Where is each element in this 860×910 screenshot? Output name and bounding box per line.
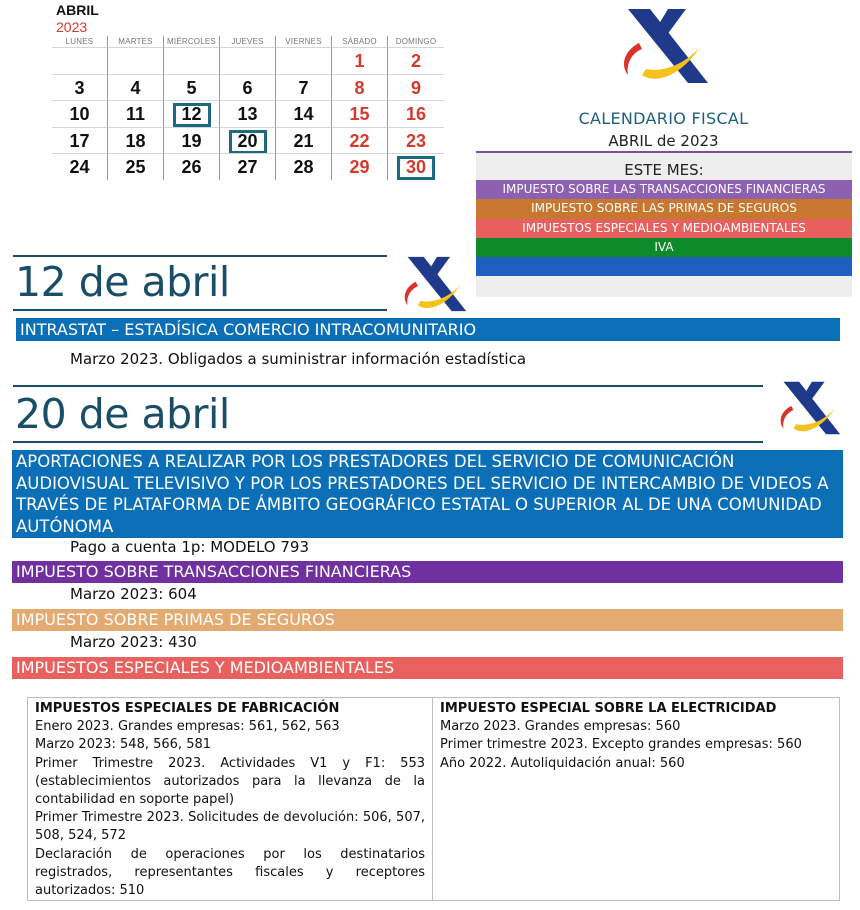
calendar-day-number: 9 <box>410 77 421 98</box>
calendar-day <box>164 127 220 154</box>
day-12-title: 12 de abril <box>15 258 230 306</box>
calendar-day <box>276 47 332 74</box>
divider <box>13 441 763 443</box>
calendar-day-number: 12 <box>173 103 211 127</box>
weekday-label: JUEVES <box>220 36 276 47</box>
especiales-table <box>27 697 840 901</box>
calendar-year: 2023 <box>56 19 88 35</box>
calendar-day-number: 4 <box>130 77 141 98</box>
calendar-day-number: 2 <box>410 51 421 71</box>
fabricacion-line: Primer Trimestre 2023. Solicitudes de devolución: 506, 507, 508, 524, 572 <box>35 810 425 844</box>
calendar-weeks <box>52 47 442 180</box>
aportaciones-detail: Pago a cuenta 1p: MODELO 793 <box>70 538 310 556</box>
legend-item: IMPUESTO SOBRE LAS PRIMAS DE SEGUROS <box>476 199 852 218</box>
calendar-day-number: 22 <box>349 130 370 151</box>
calendar-day-number: 26 <box>181 157 202 177</box>
calendar-day-number: 16 <box>405 104 427 124</box>
calendar-day-number: 23 <box>405 130 427 151</box>
calendar-day <box>388 74 444 101</box>
calendar-day-number: 25 <box>125 157 146 177</box>
agency-logo-icon <box>398 254 470 314</box>
calendar <box>52 2 442 180</box>
calendar-day-number: 18 <box>125 130 146 151</box>
primas-bar: IMPUESTO SOBRE PRIMAS DE SEGUROS <box>12 609 843 631</box>
calendar-day <box>220 153 276 180</box>
calendar-day <box>52 127 108 154</box>
calendar-day <box>332 153 388 180</box>
electricidad-column <box>433 698 839 900</box>
calendar-day-number: 19 <box>181 130 202 151</box>
calendar-day-number: 17 <box>69 130 90 151</box>
divider <box>13 309 387 311</box>
calendar-day-number: 30 <box>397 156 435 180</box>
calendar-day-number: 15 <box>349 104 370 124</box>
calendar-week-row <box>52 153 442 180</box>
calendar-day <box>276 127 332 154</box>
divider <box>13 385 763 387</box>
especiales-bar: IMPUESTOS ESPECIALES Y MEDIOAMBIENTALES <box>12 657 843 679</box>
intrastat-detail: Marzo 2023. Obligados a suministrar información estadística <box>70 350 527 368</box>
legend-list <box>476 180 852 276</box>
calendar-day <box>108 74 164 101</box>
calendar-day <box>164 100 220 127</box>
fiscal-calendar-subtitle: ABRIL de 2023 <box>608 132 719 150</box>
calendar-week-row <box>52 74 442 101</box>
weekday-label: SÁBADO <box>332 36 388 47</box>
calendar-day-number: 3 <box>74 77 85 98</box>
legend-heading: ESTE MES: <box>624 161 704 179</box>
calendar-day-number: 21 <box>293 130 314 151</box>
calendar-day-number: 14 <box>293 104 314 124</box>
calendar-day-number: 5 <box>186 77 197 98</box>
weekday-label: MARTES <box>108 36 164 47</box>
calendar-day-number: 11 <box>125 104 146 124</box>
legend-item: IVA <box>476 238 852 257</box>
calendar-weekday-row <box>52 36 442 47</box>
day-20-title: 20 de abril <box>15 390 230 438</box>
calendar-day <box>108 127 164 154</box>
calendar-day <box>164 74 220 101</box>
legend-item <box>476 257 852 276</box>
electricidad-line: Marzo 2023. Grandes empresas: 560 <box>440 719 681 735</box>
calendar-day <box>332 100 388 127</box>
calendar-week-row <box>52 100 442 127</box>
calendar-day-number: 13 <box>237 104 258 124</box>
legend-item: IMPUESTOS ESPECIALES Y MEDIOAMBIENTALES <box>476 219 852 238</box>
calendar-day-number: 28 <box>293 157 314 177</box>
calendar-day <box>332 74 388 101</box>
calendar-day <box>332 127 388 154</box>
calendar-week-row <box>52 127 442 154</box>
weekday-label: MIÉRCOLES <box>164 36 220 47</box>
transacciones-bar: IMPUESTO SOBRE TRANSACCIONES FINANCIERAS <box>12 561 843 583</box>
calendar-day <box>52 153 108 180</box>
legend-panel <box>476 153 852 297</box>
calendar-day-number: 29 <box>349 157 370 177</box>
calendar-day <box>52 47 108 74</box>
calendar-day <box>108 100 164 127</box>
fabricacion-line: Marzo 2023: 548, 566, 581 <box>35 737 212 753</box>
fabricacion-column <box>28 698 433 900</box>
legend-item: IMPUESTO SOBRE LAS TRANSACCIONES FINANCIERAS <box>476 180 852 199</box>
intrastat-bar: INTRASTAT – ESTADÍSICA COMERCIO INTRACOMUNITARIO <box>16 318 840 341</box>
calendar-day <box>388 153 444 180</box>
weekday-label: VIERNES <box>276 36 332 47</box>
calendar-day <box>332 47 388 74</box>
calendar-day <box>220 127 276 154</box>
calendar-day <box>388 47 444 74</box>
electricidad-line: Año 2022. Autoliquidación anual: 560 <box>440 755 685 771</box>
calendar-day <box>276 153 332 180</box>
fabricacion-heading: IMPUESTOS ESPECIALES DE FABRICACIÓN <box>35 701 340 716</box>
calendar-week-row <box>52 47 442 74</box>
electricidad-line: Primer trimestre 2023. Excepto grandes empresas: 560 <box>440 737 802 753</box>
calendar-day-number: 7 <box>298 77 309 98</box>
agency-logo-icon <box>775 378 843 438</box>
electricidad-heading: IMPUESTO ESPECIAL SOBRE LA ELECTRICIDAD <box>440 701 777 716</box>
primas-detail: Marzo 2023: 430 <box>70 633 197 651</box>
fabricacion-line: Declaración de operaciones por los destinatarios registrados, representantes fiscales y receptores autorizados: 510 <box>35 846 425 899</box>
calendar-day-number: 6 <box>242 77 253 98</box>
calendar-month: ABRIL <box>56 2 99 18</box>
calendar-day <box>388 100 444 127</box>
agency-logo-icon <box>616 5 712 87</box>
calendar-day-number: 8 <box>354 77 365 98</box>
calendar-day-number: 10 <box>69 104 90 124</box>
calendar-day <box>164 153 220 180</box>
calendar-day <box>108 153 164 180</box>
calendar-day-number: 20 <box>229 130 267 154</box>
fabricacion-line: Enero 2023. Grandes empresas: 561, 562, 563 <box>35 719 340 735</box>
transacciones-detail: Marzo 2023: 604 <box>70 585 197 603</box>
calendar-day <box>276 100 332 127</box>
calendar-day-number: 24 <box>69 157 90 177</box>
calendar-day <box>276 74 332 101</box>
fabricacion-line: Primer Trimestre 2023. Actividades V1 y F1: 553 (establecimientos autorizados para la llevanza de la contabilidad en soporte papel) <box>35 755 425 808</box>
calendar-day <box>108 47 164 74</box>
calendar-day <box>388 127 444 154</box>
calendar-day <box>220 47 276 74</box>
aportaciones-bar: APORTACIONES A REALIZAR POR LOS PRESTADORES DEL SERVICIO DE COMUNICACIÓN AUDIOVISUAL TELEVISIVO Y POR LOS PRESTADORES DEL SERVICIO DE INTERCAMBIO DE VIDEOS A TRAVÉS DE PLATAFORMA DE ÁMBITO GEOGRÁFICO ESTATAL O SUPERIOR AL DE UNA COMUNIDAD AUTÓNOMA <box>12 450 843 538</box>
weekday-label: LUNES <box>52 36 108 47</box>
calendar-day-number: 1 <box>354 51 365 71</box>
calendar-day <box>52 100 108 127</box>
weekday-label: DOMINGO <box>395 37 437 46</box>
fiscal-calendar-title: CALENDARIO FISCAL <box>578 109 749 128</box>
calendar-day <box>220 74 276 101</box>
divider <box>13 255 387 257</box>
calendar-day <box>164 47 220 74</box>
calendar-day-number: 27 <box>237 157 258 177</box>
calendar-day <box>52 74 108 101</box>
calendar-day <box>220 100 276 127</box>
